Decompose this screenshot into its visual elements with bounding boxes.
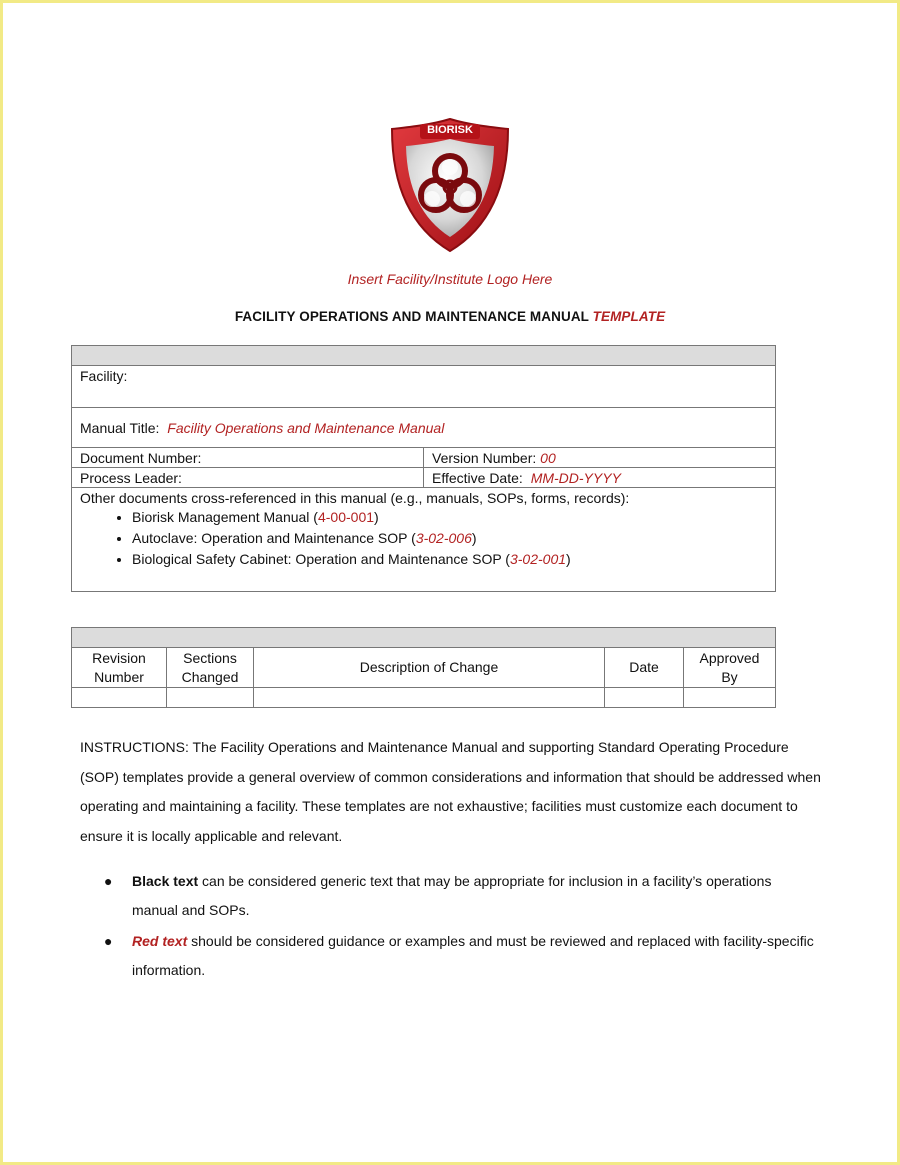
manual-title-label: Manual Title:: [80, 419, 160, 436]
description-header: Description of Change: [254, 648, 605, 688]
logo-placeholder-caption: Insert Facility/Institute Logo Here: [347, 271, 553, 287]
manual-title-value: Facility Operations and Maintenance Manual: [167, 419, 445, 436]
text-color-legend: [80, 867, 820, 987]
document-number-label: Document Number:: [80, 449, 202, 466]
process-leader-field[interactable]: [72, 468, 424, 488]
bullet-icon: ●: [104, 873, 113, 889]
effective-date-value: MM-DD-YYYY: [530, 469, 621, 486]
date-cell[interactable]: [605, 688, 684, 708]
approved-by-header: Approved By: [684, 648, 776, 688]
cross-reference-field[interactable]: [72, 488, 776, 592]
table-row: [72, 688, 776, 708]
effective-date-field[interactable]: [424, 468, 776, 488]
manual-title-field[interactable]: [72, 408, 776, 448]
list-item: • Biological Safety Cabinet: Operation and Maintenance SOP (3-02-001): [132, 549, 767, 570]
document-title: [0, 309, 900, 324]
approved-by-cell[interactable]: [684, 688, 776, 708]
list-item: • Autoclave: Operation and Maintenance SOP (3-02-006): [132, 528, 767, 549]
red-text-description: should be considered guidance or examples and must be reviewed and replaced with facility-specific information.: [132, 933, 814, 978]
revision-number-header: Revision Number: [72, 648, 167, 688]
effective-date-label: Effective Date:: [432, 469, 523, 486]
date-header: Date: [605, 648, 684, 688]
sections-changed-header: Sections Changed: [167, 648, 254, 688]
facility-label: Facility:: [80, 368, 128, 384]
title-main: FACILITY OPERATIONS AND MAINTENANCE MANUAL: [234, 309, 589, 324]
version-number-value: 00: [540, 449, 556, 466]
revision-number-cell[interactable]: [72, 688, 167, 708]
list-item: • Biorisk Management Manual (4-00-001): [132, 507, 767, 528]
cross-reference-label: Other documents cross-referenced in this manual (e.g., manuals, SOPs, forms, records):: [80, 490, 630, 506]
sections-changed-cell[interactable]: [167, 688, 254, 708]
black-text-lead: Black text: [132, 873, 199, 889]
process-leader-label: Process Leader:: [80, 469, 182, 486]
cross-reference-list: [80, 507, 767, 570]
description-cell[interactable]: [254, 688, 605, 708]
document-info-table: [71, 345, 776, 592]
table-header-band: [72, 628, 776, 648]
document-number-field[interactable]: [72, 448, 424, 468]
red-text-lead: Red text: [132, 933, 188, 949]
instructions-text: The Facility Operations and Maintenance Manual and supporting Standard Operating Procedure (SOP) templates provide a general overview of common considerations and information that should be addressed when operating and maintaining a facility. These templates are not exhaustive; facilities must customize each document to ensure it is locally applicable and relevant.: [80, 739, 821, 844]
instructions-label: INSTRUCTIONS:: [80, 739, 189, 755]
version-number-label: Version Number:: [432, 449, 537, 466]
biorisk-shield-logo: [386, 115, 514, 255]
revision-history-table: [71, 627, 776, 708]
instructions-paragraph: [80, 733, 830, 851]
version-number-field[interactable]: [424, 448, 776, 468]
black-text-description: can be considered generic text that may be appropriate for inclusion in a facility’s operations manual and SOPs.: [132, 873, 772, 918]
facility-field[interactable]: [72, 366, 776, 408]
title-suffix: TEMPLATE: [592, 309, 666, 324]
bullet-icon: ●: [104, 933, 113, 949]
list-item: [80, 927, 820, 985]
table-header-band: [72, 346, 776, 366]
list-item: [80, 867, 820, 925]
logo-text: BIORISK: [427, 124, 473, 136]
